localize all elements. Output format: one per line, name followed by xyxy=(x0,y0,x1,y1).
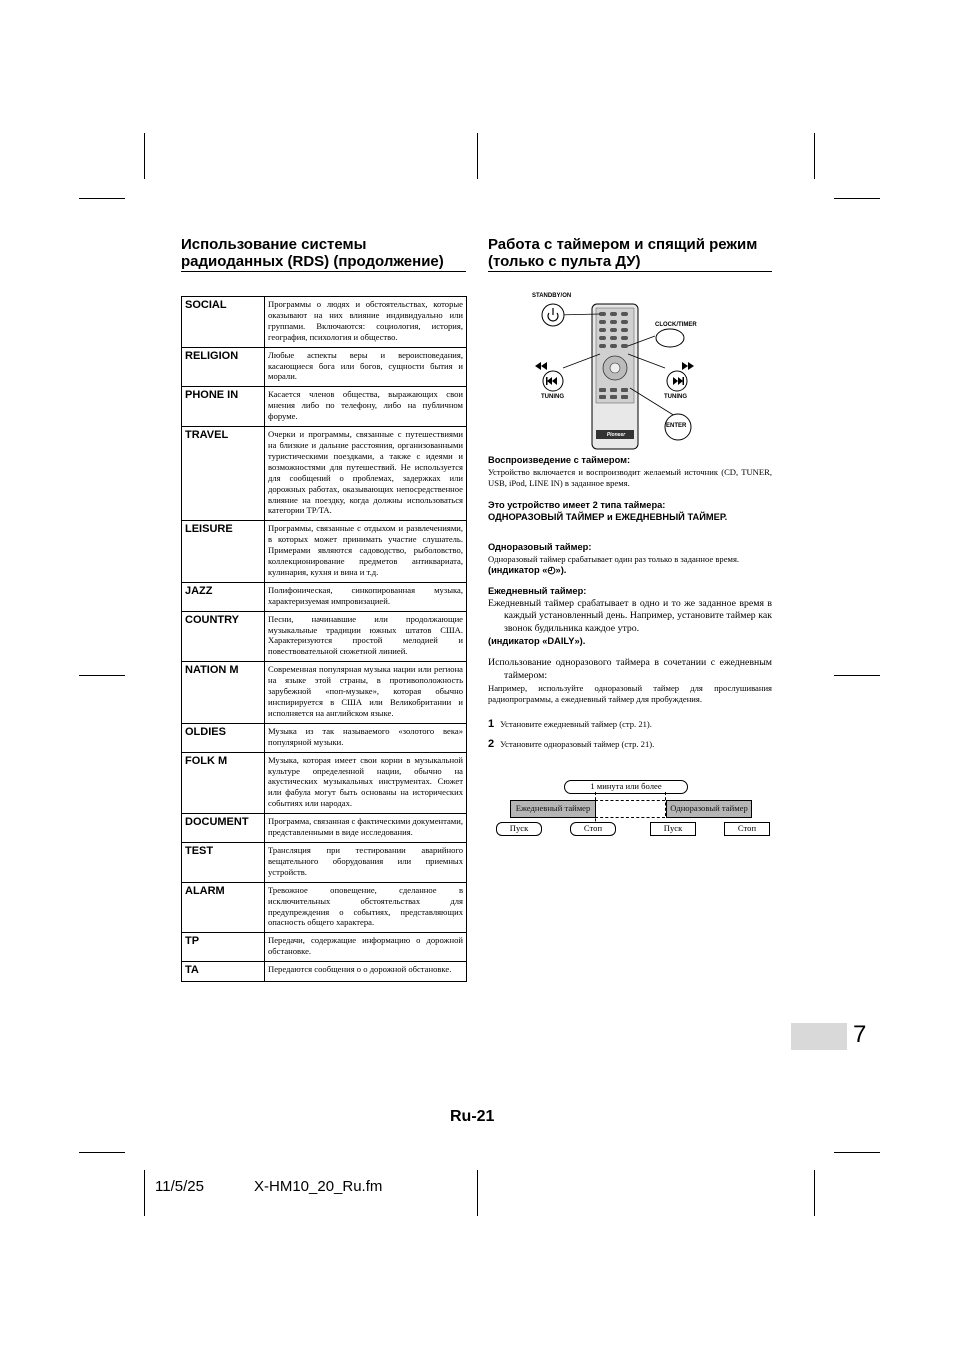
table-row xyxy=(182,814,467,843)
table-row xyxy=(182,882,467,933)
pty-desc: Очерки и программы, связанные с путешествиями на близкие и дальние расстояния, организованными туристическими поездками, а также с идеями и возможностями для путешествий. Не используется для сообщений о проблемах, задержках или дорожных работах, оказывающих непосредственное влияние на поездку, когда должны использоваться категории TP/TA. xyxy=(265,427,467,521)
left-title-rule xyxy=(181,271,466,272)
step-text: Установите одноразовый таймер (стр. 21). xyxy=(500,739,655,749)
step-number: 2 xyxy=(488,738,495,750)
footer-file: X-HM10_20_Ru.fm xyxy=(254,1178,383,1195)
pty-desc: Касается членов общества, выражающих свои мнения либо по телефону, либо на публичном форуме. xyxy=(265,387,467,427)
pty-desc: Музыка, которая имеет свои корни в музыкальной культуре определенной нации, обычно на акустических музыкальных инструментах. Сюжет или фабула могут быть основаны на исторических событиях или народах. xyxy=(265,752,467,814)
table-row xyxy=(182,842,467,882)
pty-desc: Песни, начинавшие или продолжающие музыкальные традиции южных штатов США. Характеризуются простой мелодией и повествовательной сюжетной линией. xyxy=(265,611,467,662)
standby-on-label: STANDBY/ON xyxy=(532,293,572,299)
crop-mark xyxy=(834,675,880,676)
pty-desc: Программы, связанные с отдыхом и развлечениями, в которых может принимать участие слушатель. Примерами являются садоводство, рыболовство, коллекционирование предметов антиквариата, кулинария, кухня и вина и т.д. xyxy=(265,521,467,583)
pty-key: SOCIAL xyxy=(182,297,265,348)
crop-mark xyxy=(79,675,125,676)
once-heading: Одноразовый таймер: xyxy=(488,542,592,552)
enter-label: ENTER xyxy=(666,423,687,429)
types-heading-2: ОДНОРАЗОВЫЙ ТАЙМЕР и ЕЖЕДНЕВНЫЙ ТАЙМЕР. xyxy=(488,511,728,522)
pty-key: LEISURE xyxy=(182,521,265,583)
pty-key: OLDIES xyxy=(182,723,265,752)
pty-key: JAZZ xyxy=(182,582,265,611)
start-label: Пуск xyxy=(496,822,542,836)
pty-desc: Программы о людях и обстоятельствах, которые оказывают на них влияние индивидуально или группами. Включаются: социология, история, география, психология и общество. xyxy=(265,297,467,348)
pty-desc: Современная популярная музыка нации или региона на языке этой страны, в противоположность зарубежной «поп-музыке», которая обычно инспирируется в США или Великобритании и исполняется на английском языке. xyxy=(265,662,467,724)
example-text: Например, используйте одноразовый таймер для прослушивания радиопрограммы, а ежедневный таймер для пробуждения. xyxy=(488,682,772,704)
page-tab-number: 7 xyxy=(853,1021,867,1048)
pty-desc: Музыка из так называемого «золотого века» популярной музыки. xyxy=(265,723,467,752)
timer-diagram xyxy=(490,776,780,838)
timer-play-text: Устройство включается и воспроизводит желаемый источник (CD, TUNER, USB, iPod, LINE IN) в заданное время. xyxy=(488,466,772,488)
daily-indicator: (индикатор «DAILY»). xyxy=(488,635,586,646)
footer-date: 11/5/25 xyxy=(155,1178,204,1195)
crop-mark xyxy=(814,133,815,179)
left-title-line2: радиоданных (RDS) (продолжение) xyxy=(181,253,444,270)
timer-play-heading: Воспроизведение с таймером: xyxy=(488,455,631,465)
table-row xyxy=(182,611,467,662)
stop-label: Стоп xyxy=(570,822,616,836)
combo-section xyxy=(488,657,772,705)
step-text: Установите ежедневный таймер (стр. 21). xyxy=(500,719,652,729)
table-row xyxy=(182,962,467,982)
pty-desc: Передаются сообщения о о дорожной обстановке. xyxy=(265,962,467,982)
table-row xyxy=(182,933,467,962)
pty-key: TA xyxy=(182,962,265,982)
pty-key: DOCUMENT xyxy=(182,814,265,843)
crop-mark xyxy=(834,198,880,199)
table-row xyxy=(182,427,467,521)
crop-mark xyxy=(79,1152,125,1153)
pty-key: PHONE IN xyxy=(182,387,265,427)
table-row xyxy=(182,347,467,387)
page-number: Ru-21 xyxy=(450,1108,495,1125)
tuning-left-label: TUNING xyxy=(541,394,564,400)
tuning-right-label: TUNING xyxy=(664,394,687,400)
pty-key: NATION M xyxy=(182,662,265,724)
types-heading-1: Это устройство имеет 2 типа таймера: xyxy=(488,500,666,510)
crop-mark xyxy=(144,1170,145,1216)
daily-timer-section xyxy=(488,586,772,647)
pty-key: ALARM xyxy=(182,882,265,933)
step-number: 1 xyxy=(488,718,495,730)
crop-mark xyxy=(79,198,125,199)
table-row xyxy=(182,582,467,611)
step-item xyxy=(488,738,654,750)
left-section-title xyxy=(181,236,471,270)
once-timer-bar: Одноразовый таймер xyxy=(666,800,752,818)
daily-timer-bar: Ежедневный таймер xyxy=(510,800,596,818)
table-row xyxy=(182,662,467,724)
right-section-title xyxy=(488,236,788,270)
start-label: Пуск xyxy=(650,822,696,836)
once-timer-section xyxy=(488,542,772,576)
table-row xyxy=(182,297,467,348)
table-row xyxy=(182,723,467,752)
pty-key: RELIGION xyxy=(182,347,265,387)
step-item xyxy=(488,718,652,730)
daily-heading: Ежедневный таймер: xyxy=(488,586,587,596)
stop-label: Стоп xyxy=(724,822,770,836)
right-title-line1: Работа с таймером и спящий режим xyxy=(488,236,758,253)
gap-dashed-region xyxy=(595,800,665,818)
daily-text: Ежедневный таймер срабатывает в одно и то же заданное время в каждый установленный день. Например, установите таймер как звонок будильника каждое утро. xyxy=(488,597,772,635)
combo-text: Использование одноразового таймера в сочетании с ежедневным таймером: xyxy=(488,657,772,681)
pty-desc: Тревожное оповещение, сделанное в исключительных обстоятельствах для предупреждения о событиях, представляющих опасность общего характера. xyxy=(265,882,467,933)
crop-mark xyxy=(834,1152,880,1153)
pty-key: FOLK M xyxy=(182,752,265,814)
right-title-rule xyxy=(488,271,772,272)
clock-timer-label: CLOCK/TIMER xyxy=(655,322,697,328)
crop-mark xyxy=(814,1170,815,1216)
gap-label: 1 минута или более xyxy=(564,780,688,794)
crop-mark xyxy=(477,1170,478,1216)
table-row xyxy=(182,387,467,427)
crop-mark xyxy=(477,133,478,179)
pty-key: TEST xyxy=(182,842,265,882)
once-text: Одноразовый таймер срабатывает один раз только в заданное время. xyxy=(488,553,740,564)
gap-marker xyxy=(665,792,666,816)
right-title-line2: (только с пульта ДУ) xyxy=(488,253,641,270)
pty-desc: Передачи, содержащие информацию о дорожной обстановке. xyxy=(265,933,467,962)
pty-key: TRAVEL xyxy=(182,427,265,521)
page-tab-box xyxy=(791,1023,847,1050)
timer-types-section xyxy=(488,500,772,523)
left-title-line1: Использование системы xyxy=(181,236,367,253)
remote-brand-logo: Pioneer xyxy=(606,432,626,438)
pty-desc: Любые аспекты веры и вероисповедания, касающиеся бога или богов, сущности бытия и морали. xyxy=(265,347,467,387)
table-row xyxy=(182,521,467,583)
timer-play-section xyxy=(488,455,772,489)
pty-desc: Трансляция при тестировании аварийного вещательного оборудования или приемных устройств. xyxy=(265,842,467,882)
pty-desc: Полифоническая, синкопированная музыка, характеризуемая импровизацией. xyxy=(265,582,467,611)
pty-desc: Программа, связанная с фактическими документами, представленными в виде исследования. xyxy=(265,814,467,843)
once-indicator: (индикатор «◴»). xyxy=(488,564,567,575)
rds-pty-table xyxy=(181,296,467,982)
pty-key: TP xyxy=(182,933,265,962)
crop-mark xyxy=(144,133,145,179)
table-row xyxy=(182,752,467,814)
pty-key: COUNTRY xyxy=(182,611,265,662)
